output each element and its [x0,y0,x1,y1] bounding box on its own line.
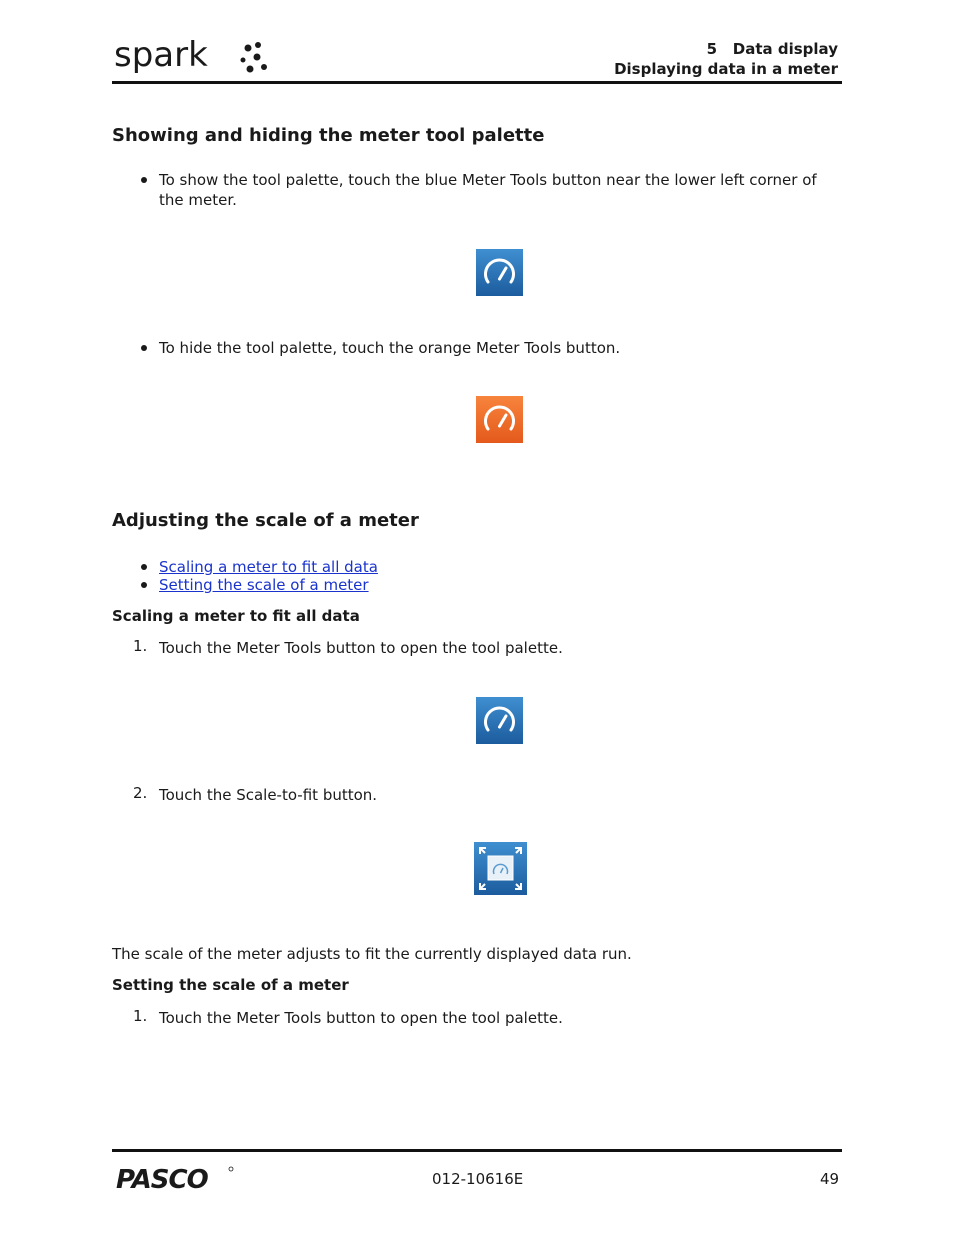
heading-scale: Adjusting the scale of a meter [112,510,419,531]
step-text: Touch the Meter Tools button to open the tool palette. [159,1009,563,1027]
scale-to-fit-icon [474,842,527,895]
chapter-title: 5 Data display [706,40,838,58]
meter-tools-icon [476,249,523,296]
step-number: 1. [133,1007,148,1025]
header-rule [112,81,842,84]
step-fit-1 [133,637,563,658]
fit-result-text: The scale of the meter adjusts to fit the currently displayed data run. [112,945,632,963]
step-fit-2 [133,784,378,805]
footer-rule [112,1149,842,1152]
page-number: 49 [820,1170,840,1188]
bullet-text: To hide the tool palette, touch the orange Meter Tools button. [159,339,621,357]
bullet-hide-palette [159,338,839,358]
link-item-set [159,575,369,595]
link-setting-scale[interactable]: Setting the scale of a meter [159,576,369,594]
document-number: 012-10616E [432,1170,524,1188]
running-header [614,39,838,79]
step-number: 1. [133,637,148,655]
bullet-dot [141,564,147,570]
step-set-1 [133,1007,563,1028]
bullet-dot [141,345,147,351]
spark-dots [241,42,268,73]
step-text: Touch the Meter Tools button to open the tool palette. [159,639,563,657]
section-title: Displaying data in a meter [614,60,838,78]
link-item-fit [159,557,378,577]
heading-scaling-fit: Scaling a meter to fit all data [112,607,360,625]
link-scaling-fit[interactable]: Scaling a meter to fit all data [159,558,378,576]
pasco-logo-text: PASCO [116,1165,208,1191]
heading-setting-scale: Setting the scale of a meter [112,976,349,994]
step-number: 2. [133,784,148,802]
heading-palette: Showing and hiding the meter tool palette [112,125,545,146]
pasco-logo [114,1163,239,1191]
meter-tools-active-icon [476,396,523,443]
spark-logo [112,34,282,78]
bullet-show-palette [159,170,839,210]
meter-tools-icon [476,697,523,744]
step-text: Touch the Scale-to-fit button. [159,786,378,804]
spark-logo-text: spark [114,35,208,75]
bullet-text: To show the tool palette, touch the blue Meter Tools button near the lower left corner of the meter. [159,171,817,209]
bullet-dot [141,177,147,183]
bullet-dot [141,582,147,588]
